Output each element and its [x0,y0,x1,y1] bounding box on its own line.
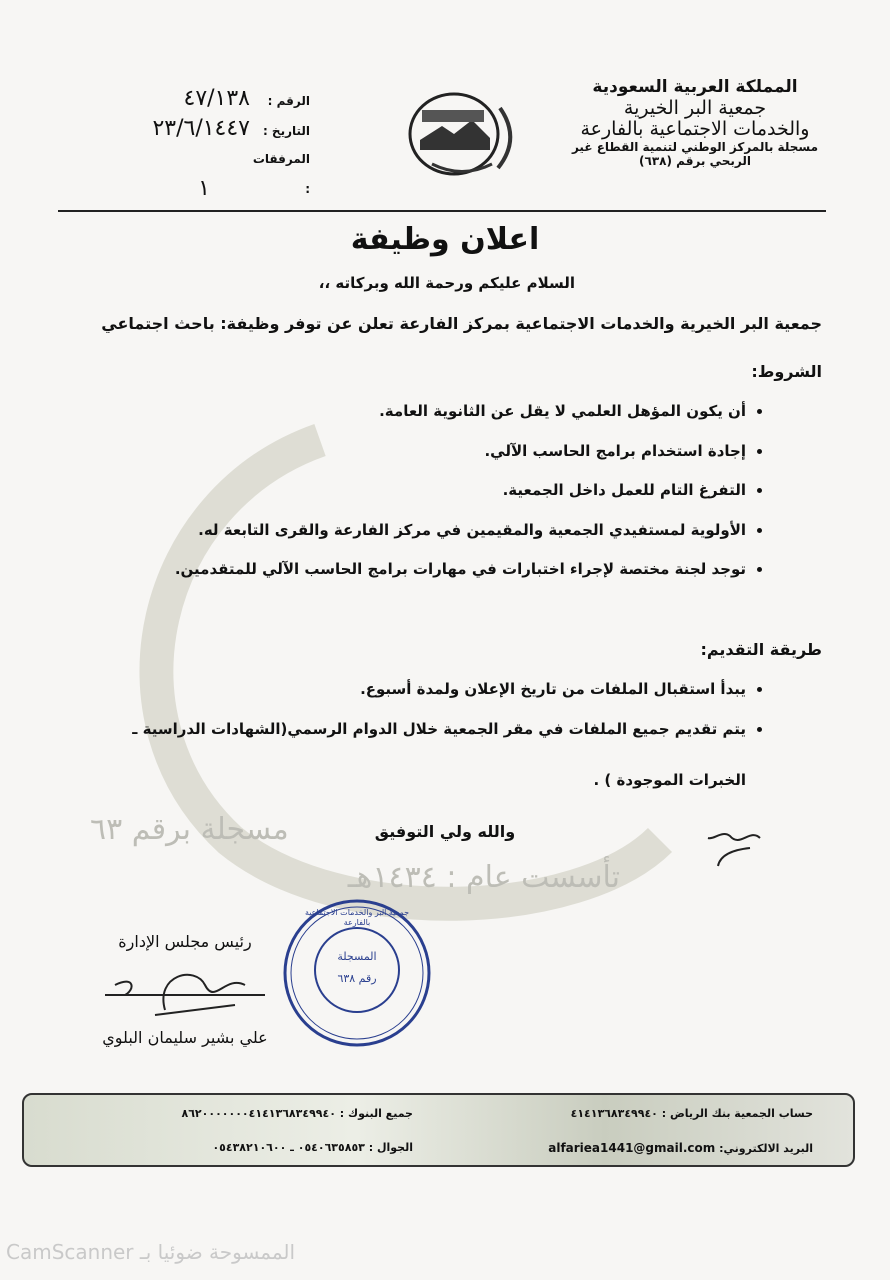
mobile-label: الجوال : [368,1141,413,1154]
stamp-ring-text: جمعية البر والخدمات الاجتماعية بالفارعة [304,908,410,927]
bank-account-value: ٤١٤١٣٦٨٣٤٩٩٤٠ [570,1107,658,1120]
all-banks-label: جميع البنوك : [339,1107,413,1120]
closing-text: والله ولي التوفيق [374,822,516,841]
page-title: اعلان وظيفة [350,222,540,257]
registration-line2: الربحي برقم (٦٣٨) [639,154,751,169]
bank-account-label: حساب الجمعية بنك الرياض : [661,1107,813,1120]
signatory-name: علي بشير سليمان البلوي [102,1028,268,1047]
stamp-inner-line1: المسجلة [337,950,377,963]
reference-number-value: ٤٧/١٣٨ [183,86,250,111]
kingdom-name: المملكة العربية السعودية [592,77,798,97]
email-label: البريد الالكتروني: [719,1142,813,1155]
signatory-title: رئيس مجلس الإدارة [118,932,252,951]
application-list [96,678,772,757]
handwritten-signature [95,965,275,1025]
conditions-list [96,400,772,598]
list-item: • توجد لجنة مختصة لإجراء اختبارات في مهارات برامج الحاسب الآلي للمتقدمين. [96,558,746,598]
contact-footer [22,1093,855,1167]
list-item: • التفرغ التام للعمل داخل الجمعية. [96,479,746,519]
attachments-value: ١ [198,176,210,201]
reference-number-label: الرقم : [267,94,310,108]
registration-line1: مسجلة بالمركز الوطني لتنمية القطاع غير [571,140,819,155]
all-banks-value: ٨٦٢٠٠٠٠٠٠٠٤١٤١٣٦٨٣٤٩٩٤٠ [181,1107,336,1120]
header-divider [58,210,826,212]
reference-date-label: التاريخ : [262,124,310,138]
mobile-value: ٠٥٤٠٦٣٥٨٥٣ ـ ٠٥٤٣٨٢١٠٦٠٠ [212,1141,365,1154]
organization-header [570,78,820,169]
email-value: alfariea1441@gmail.com [548,1141,716,1155]
org-name-line1: جمعية البر الخيرية [623,96,767,119]
watermark-line2: تأسست عام : ١٤٣٤هـ [347,860,620,895]
watermark-line1: مسجلة برقم ٦٣ [90,812,289,847]
conditions-heading: الشروط: [751,362,822,381]
greeting: السلام عليكم ورحمة الله وبركاته ،، [318,274,575,292]
stamp-inner-line2: رقم ٦٣٨ [337,972,377,985]
reference-date-value: ٢٣/٦/١٤٤٧ [152,116,250,141]
org-name-line2: والخدمات الاجتماعية بالفارعة [580,118,810,141]
list-item: • أن يكون المؤهل العلمي لا يقل عن الثانوية العامة. [96,400,746,440]
application-heading: طريقة التقديم: [700,640,822,659]
intro-text: جمعية البر الخيرية والخدمات الاجتماعية بمركز الفارعة تعلن عن توفر وظيفة: باحث اجتماعي [101,314,822,333]
application-continuation: الخبرات الموجودة ) . [593,771,746,789]
handwritten-initials [700,818,770,868]
list-item: • إجادة استخدام برامج الحاسب الآلي. [96,440,746,480]
official-stamp [282,898,432,1048]
attachments-label: المرفقات : [252,152,310,196]
list-item: • يتم تقديم جميع الملفات في مقر الجمعية خلال الدوام الرسمي(الشهادات الدراسية ـ [96,718,746,758]
list-item: • الأولوية لمستفيدي الجمعية والمقيمين في مركز الفارعة والقرى التابعة له. [96,519,746,559]
organization-logo [392,88,522,180]
list-item: • يبدأ استقبال الملفات من تاريخ الإعلان ولمدة أسبوع. [96,678,746,718]
camscanner-watermark: الممسوحة ضوئيا بـ CamScanner [6,1240,296,1264]
reference-block [80,84,310,204]
